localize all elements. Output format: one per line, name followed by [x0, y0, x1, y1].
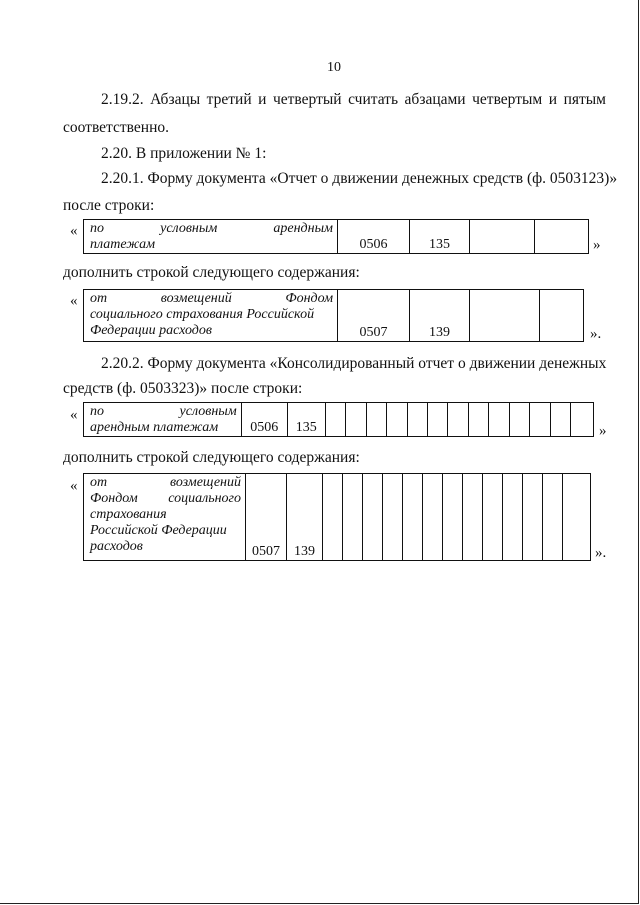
empty-cell: [535, 220, 589, 254]
empty-cell: [363, 474, 383, 561]
supplement-text-2: дополнить строкой следующего содержания:: [63, 449, 360, 466]
page-number: 10: [327, 60, 341, 75]
empty-cell: [571, 403, 594, 437]
row-label-line: Федерации расходов: [90, 323, 212, 338]
row-code-cell: 0506: [338, 220, 410, 254]
row-label-line: от возмещений Фондом: [90, 291, 333, 306]
row-label-line: Фондом социального: [90, 491, 241, 506]
quote-close-2: ».: [590, 326, 602, 342]
empty-cell: [423, 474, 443, 561]
row-label-cell: [84, 474, 246, 561]
quote-close-1: »: [593, 237, 601, 253]
empty-cell: [463, 474, 483, 561]
quote-open-4: «: [70, 478, 78, 494]
empty-cell: [563, 474, 591, 561]
quote-open-2: «: [70, 293, 78, 309]
paragraph-2-19-2-line1: 2.19.2. Абзацы третий и четвертый считать абзацами четвертым и пятым: [101, 91, 606, 108]
empty-cell: [366, 403, 386, 437]
row-label-line: от возмещений: [90, 475, 241, 490]
empty-cell: [343, 474, 363, 561]
row-label-line: по условным: [90, 404, 237, 419]
empty-cell: [403, 474, 423, 561]
row-code-cell: 0506: [241, 403, 287, 437]
row-label-line: расходов: [90, 539, 143, 554]
paragraph-2-20-2-line2: средств (ф. 0503323)» после строки:: [63, 380, 303, 397]
row-value-cell: 135: [287, 403, 325, 437]
after-row-text-1: после строки:: [63, 197, 155, 214]
row-label-line: по условным арендным: [90, 221, 333, 236]
empty-cell: [543, 474, 563, 561]
empty-cell: [325, 403, 345, 437]
row-label-line: страхования: [90, 507, 167, 522]
empty-cell: [509, 403, 529, 437]
quote-open-3: «: [70, 407, 78, 423]
empty-cell: [448, 403, 468, 437]
row-label-line: Российской Федерации: [90, 523, 227, 538]
paragraph-2-20-1: 2.20.1. Форму документа «Отчет о движении денежных средств (ф. 0503123)»: [101, 170, 618, 187]
empty-cell: [468, 403, 488, 437]
empty-cell: [346, 403, 366, 437]
row-label-line: социального страхования Российской: [90, 307, 315, 322]
report-row-table-1: [83, 219, 589, 254]
row-code-cell: 0507: [246, 474, 287, 561]
row-code-cell: 0507: [338, 290, 410, 342]
row-value-cell: 135: [410, 220, 470, 254]
empty-cell: [489, 403, 509, 437]
empty-cell: [483, 474, 503, 561]
empty-cell: [470, 220, 535, 254]
report-row-table-2: [83, 289, 584, 342]
empty-cell: [323, 474, 343, 561]
empty-cell: [383, 474, 403, 561]
empty-cell: [550, 403, 570, 437]
empty-cell: [530, 403, 550, 437]
row-label-line: платежам: [90, 237, 156, 252]
empty-cell: [428, 403, 448, 437]
paragraph-2-20-2-line1: 2.20.2. Форму документа «Консолидированный отчет о движении денежных: [101, 355, 607, 372]
empty-cell: [540, 290, 584, 342]
row-value-cell: 139: [287, 474, 323, 561]
supplement-text-1: дополнить строкой следующего содержания:: [63, 264, 360, 281]
report-row-table-4: [83, 473, 591, 561]
row-value-cell: 139: [410, 290, 470, 342]
row-label-cell: [84, 290, 338, 342]
paragraph-2-19-2-line2: соответственно.: [63, 119, 169, 136]
empty-cell: [407, 403, 427, 437]
paragraph-2-20: 2.20. В приложении № 1:: [101, 145, 267, 162]
empty-cell: [387, 403, 407, 437]
quote-close-3: »: [599, 423, 607, 439]
row-label-line: арендным платежам: [90, 420, 219, 435]
report-row-table-3: [83, 402, 594, 437]
empty-cell: [523, 474, 543, 561]
empty-cell: [503, 474, 523, 561]
row-label-cell: [84, 220, 338, 254]
empty-cell: [443, 474, 463, 561]
quote-close-4: ».: [595, 545, 607, 561]
quote-open-1: «: [70, 223, 78, 239]
empty-cell: [470, 290, 540, 342]
row-label-cell: [84, 403, 242, 437]
